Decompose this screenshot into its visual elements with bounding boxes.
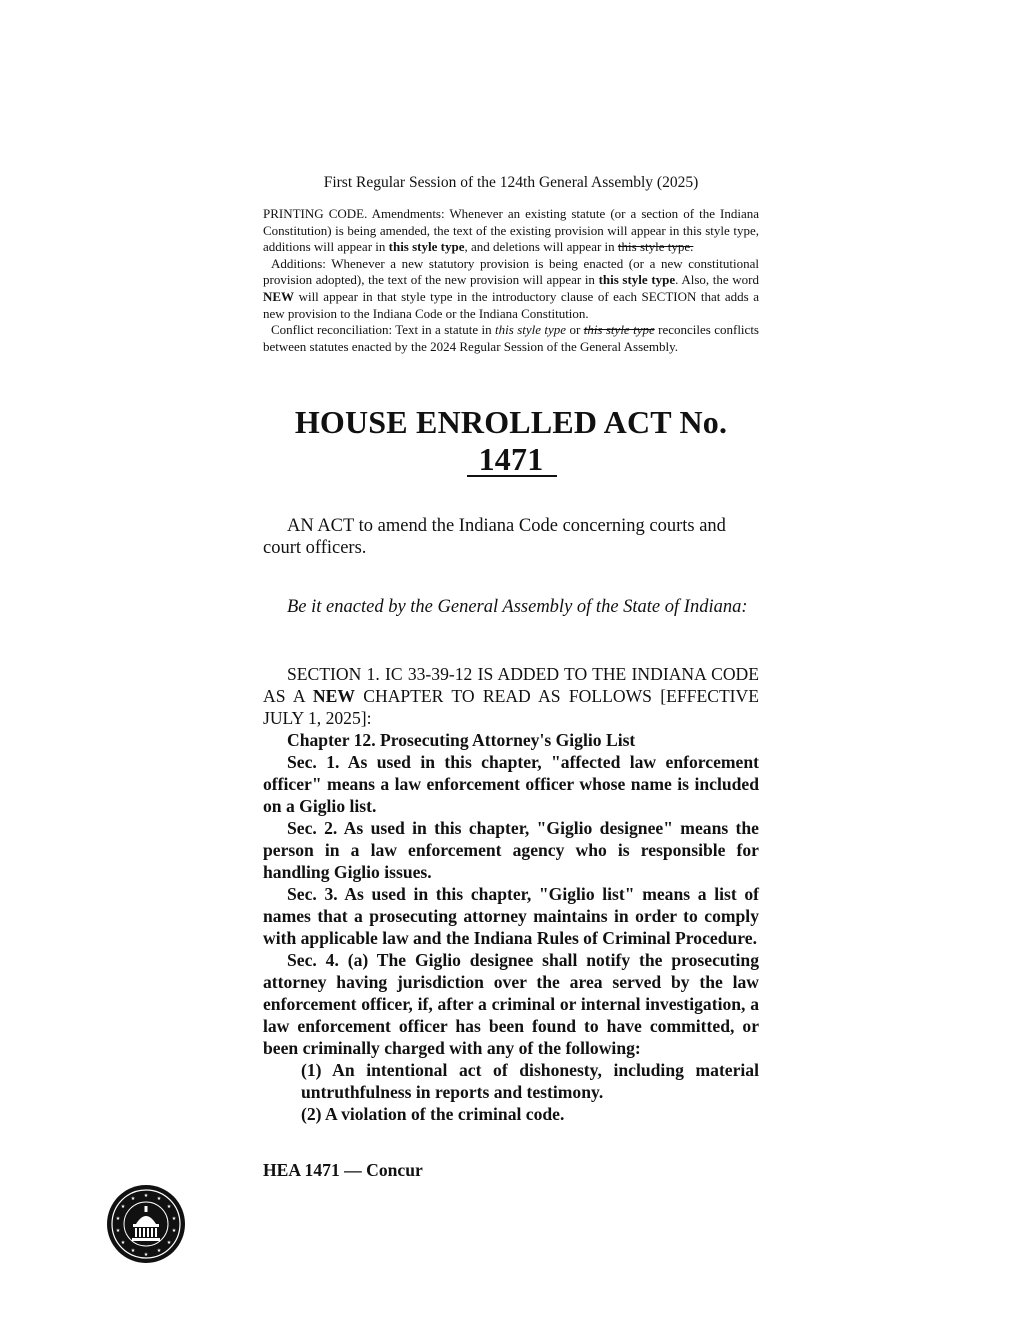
- section-sec-1: Sec. 1. As used in this chapter, "affected law enforcement officer" means a law enforcement officer whose name is included on a Giglio list.: [263, 752, 759, 816]
- act-description: AN ACT to amend the Indiana Code concerning courts and court officers.: [263, 516, 726, 558]
- svg-text:★: ★: [156, 1248, 162, 1254]
- svg-text:★: ★: [120, 1240, 126, 1246]
- svg-text:★: ★: [115, 1216, 121, 1222]
- svg-text:★: ★: [120, 1204, 126, 1210]
- footer-bill-label: HEA 1471 — Concur: [263, 1160, 423, 1180]
- enacting-clause: Be it enacted by the General Assembly of the State of Indiana:: [287, 597, 748, 617]
- printing-code-notice: [263, 206, 759, 355]
- svg-text:★: ★: [143, 1193, 149, 1199]
- section-1-body: [263, 663, 759, 1125]
- svg-text:★: ★: [166, 1204, 172, 1210]
- svg-text:★: ★: [156, 1196, 162, 1202]
- printing-code-conflict: Conflict reconciliation: Text in a statute in this style type or this style type reconciles conflicts between statutes enacted by the 2024 Regular Session of the General Assembly.: [263, 322, 759, 354]
- list-item: (2) A violation of the criminal code.: [301, 1104, 565, 1124]
- printing-code-additions: Additions: Whenever a new statutory provision is being enacted (or a new constitutional provision adopted), the text of the new provision will appear in this style type. Also, the word NEW will appear in that style type in the introductory clause of each SECTION that adds a new provision to the Indiana Code or the Indiana Constitution.: [263, 255, 759, 321]
- list-item: (1) An intentional act of dishonesty, including material untruthfulness in reports and testimony.: [301, 1060, 759, 1102]
- svg-text:★: ★: [130, 1196, 136, 1202]
- svg-text:★: ★: [171, 1216, 177, 1222]
- svg-text:★: ★: [143, 1252, 149, 1258]
- chapter-heading: Chapter 12. Prosecuting Attorney's Giglio List: [287, 730, 636, 750]
- indiana-state-seal-icon: [106, 1184, 186, 1264]
- act-title: HOUSE ENROLLED ACT No. 1471: [294, 404, 728, 477]
- section-sec-2: Sec. 2. As used in this chapter, "Giglio designee" means the person in a law enforcement agency who is responsible for handling Giglio issues.: [263, 818, 759, 882]
- section-1-intro: SECTION 1. IC 33-39-12 IS ADDED TO THE INDIANA CODE AS A NEW CHAPTER TO READ AS FOLLOWS [EFFECTIVE JULY 1, 2025]:: [263, 664, 759, 728]
- section-sec-3: Sec. 3. As used in this chapter, "Giglio list" means a list of names that a prosecuting attorney maintains in order to comply with applicable law and the Indiana Rules of Criminal Procedure.: [263, 884, 759, 948]
- svg-text:★: ★: [166, 1240, 172, 1246]
- svg-text:★: ★: [115, 1228, 121, 1234]
- title-divider: [467, 475, 557, 477]
- printing-code-amendments: PRINTING CODE. Amendments: Whenever an existing statute (or a section of the Indiana Constitution) is being amended, the text of the existing provision will appear in this style type, additions will appear in this style type, and deletions will appear in this style type.: [263, 206, 759, 255]
- svg-text:★: ★: [171, 1228, 177, 1234]
- svg-text:★: ★: [130, 1248, 136, 1254]
- session-header: First Regular Session of the 124th General Assembly (2025): [323, 174, 699, 191]
- section-sec-4a: Sec. 4. (a) The Giglio designee shall notify the prosecuting attorney having jurisdiction over the area served by the law enforcement officer, if, after a criminal or internal investigation, a law enforcement officer has been found to have committed, or been criminally charged with any of the following:: [263, 950, 759, 1058]
